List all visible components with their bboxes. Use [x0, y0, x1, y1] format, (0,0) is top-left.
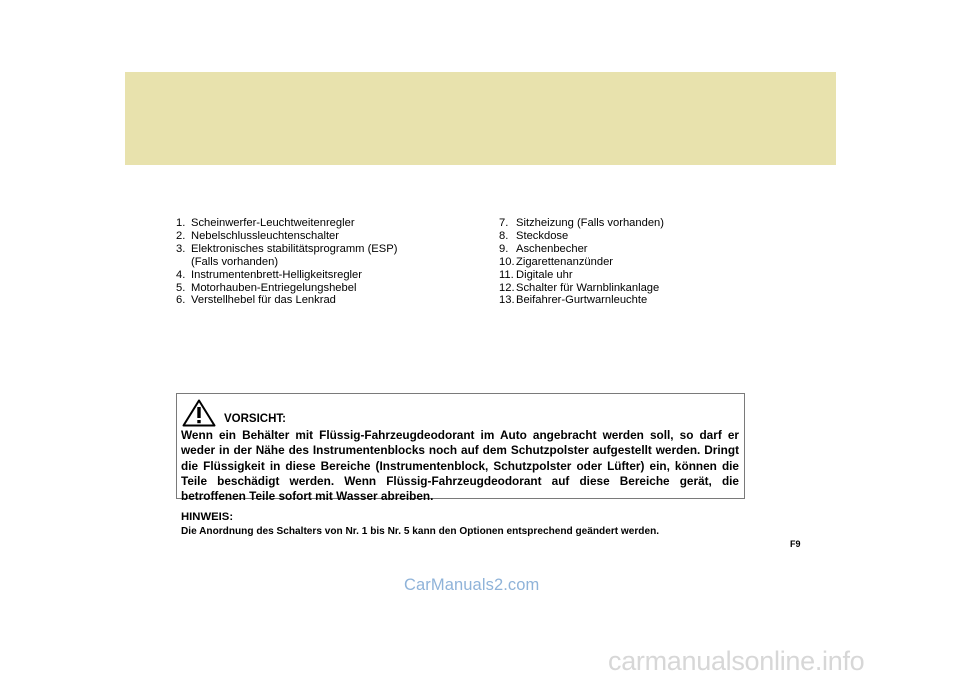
list-item-line: Zigarettenanzünder: [516, 255, 614, 268]
list-item-line: Nebelschlussleuchtenschalter: [191, 229, 340, 242]
list-item-label: [516, 256, 613, 269]
list-item-label: [516, 294, 647, 307]
caution-title: VORSICHT:: [224, 413, 286, 425]
list-item-label: [516, 230, 568, 243]
list-item-number: 9.: [499, 242, 509, 255]
switch-list-item: [176, 294, 476, 307]
switch-list-item: [176, 243, 476, 269]
list-item-number: 13.: [499, 294, 515, 307]
list-item-label: [191, 282, 356, 295]
note-text: Die Anordnung des Schalters von Nr. 1 bis Nr. 5 kann den Optionen entsprechend geändert werden.: [181, 526, 660, 537]
list-item-label: [516, 243, 588, 256]
list-item-number: 1.: [176, 217, 186, 229]
switch-list-item: [499, 243, 799, 256]
switch-list-item: [499, 217, 799, 230]
list-item-number: 7.: [499, 217, 509, 229]
list-item-line: (Falls vorhanden): [191, 255, 279, 268]
list-item-number: 4.: [176, 268, 186, 281]
list-item-number: 10.: [499, 255, 515, 268]
list-item-line: Sitzheizung (Falls vorhanden): [516, 217, 664, 229]
switch-list-item: [176, 230, 476, 243]
switch-list-left: [176, 217, 476, 307]
switch-list-item: [499, 294, 799, 307]
list-item-number: 3.: [176, 242, 186, 255]
list-item-label: [516, 269, 573, 282]
switch-list-right: [499, 217, 799, 307]
list-item-label: [516, 217, 664, 230]
list-item-line: Verstellhebel für das Lenkrad: [191, 294, 336, 307]
list-item-line: Instrumentenbrett-Helligkeitsregler: [191, 268, 362, 281]
bottom-watermark: carmanualsonline.info: [608, 646, 865, 676]
list-item-label: [191, 294, 336, 307]
switch-list-item: [499, 230, 799, 243]
switch-list-item: [499, 256, 799, 269]
switch-list-item: [176, 217, 476, 230]
list-item-line: Motorhauben-Entriegelungshebel: [191, 281, 357, 294]
page-number: F9: [790, 539, 801, 549]
note-title: HINWEIS:: [181, 511, 234, 523]
switch-list-item: [176, 282, 476, 295]
list-item-number: 8.: [499, 229, 509, 242]
caution-box: [176, 393, 745, 504]
list-item-line: Elektronisches stabilitätsprogramm (ESP): [191, 242, 398, 255]
list-item-number: 5.: [176, 281, 186, 294]
list-item-line: Schalter für Warnblinkanlage: [516, 281, 660, 294]
switch-list-item: [499, 269, 799, 282]
list-item-line: Beifahrer-Gurtwarnleuchte: [516, 294, 648, 307]
list-item-label: [516, 282, 659, 295]
dashboard-illustration-area: [125, 72, 836, 165]
list-item-line: Scheinwerfer-Leuchtweitenregler: [191, 217, 355, 229]
list-item-number: 6.: [176, 294, 186, 307]
list-item-label: [191, 243, 397, 269]
switch-list-item: [499, 282, 799, 295]
list-item-number: 2.: [176, 229, 186, 242]
list-item-number: 11.: [499, 268, 514, 281]
list-item-number: 12.: [499, 281, 515, 294]
list-item-label: [191, 230, 339, 243]
watermark-link[interactable]: CarManuals2.com: [404, 576, 540, 594]
switch-list-item: [176, 269, 476, 282]
caution-text: Wenn ein Behälter mit Flüssig-Fahrzeugdeodorant im Auto angebracht werden soll, so darf er weder in der Nähe des Instrumentenblocks noch auf dem Schutzpolster aufgestellt werden. Dringt die Flüssigkeit in diese Bereiche (Instrumentenblock, Schutzpolster oder Lüfter) ein, können die Teile beschädigt werden. Wenn Flüssig-Fahrzeugdeodorant auf diese Bereiche gerät, die betroffenen Teile sofort mit Wasser abreiben.: [181, 428, 739, 504]
list-item-label: [191, 269, 362, 282]
list-item-line: Steckdose: [516, 229, 569, 242]
list-item-line: Aschenbecher: [516, 242, 588, 255]
list-item-label: [191, 217, 355, 230]
list-item-line: Digitale uhr: [516, 268, 573, 281]
warning-triangle-icon: [182, 399, 216, 427]
